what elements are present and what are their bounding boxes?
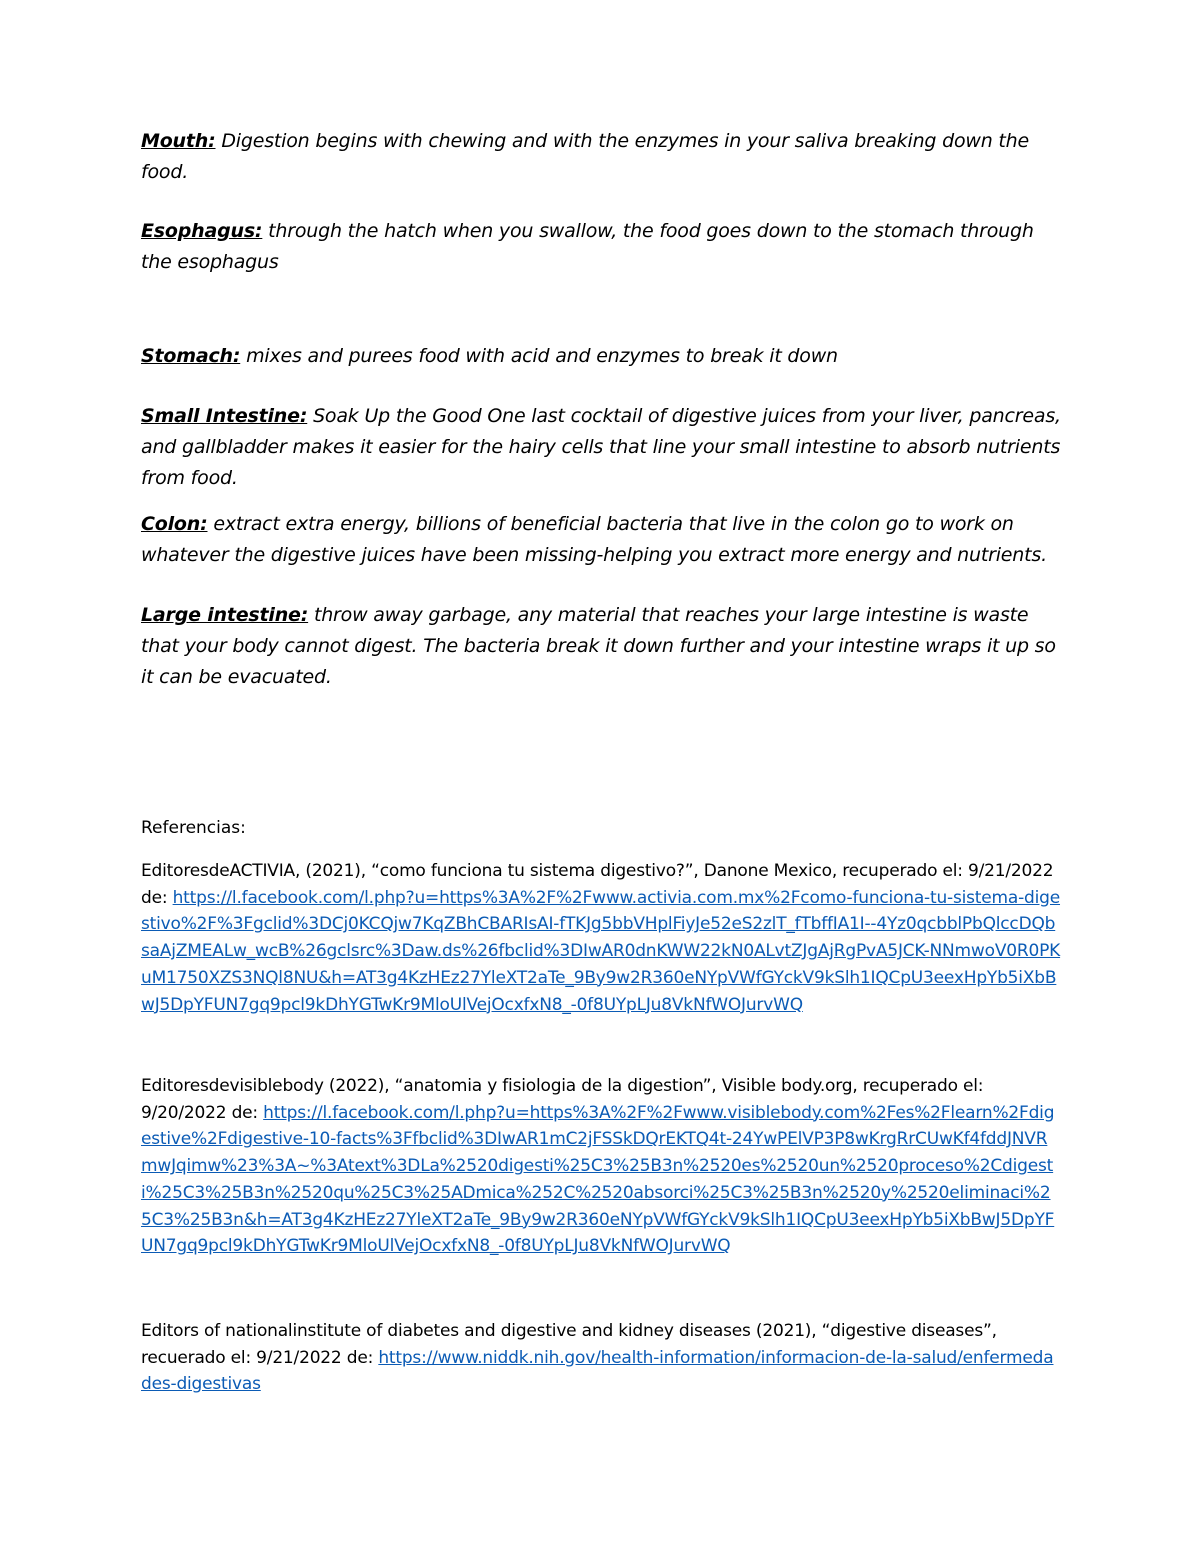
reference-text: Editoresdevisiblebody (2022), “anatomia y fisiologia de la digestion”, Visible body.org, recuperado el: 9/20/2022 de: <box>141 1076 984 1123</box>
entry-term: Large intestine: <box>141 604 309 626</box>
reference-item <box>141 858 1061 1018</box>
reference-item <box>141 1073 1061 1260</box>
entry-text: through the hatch when you swallow, the food goes down to the stomach through the esophagus <box>141 220 1034 273</box>
entry-text: mixes and purees food with acid and enzymes to break it down <box>240 345 838 367</box>
entry-text: Digestion begins with chewing and with the enzymes in your saliva breaking down the food. <box>141 130 1029 183</box>
reference-link[interactable]: https://l.facebook.com/l.php?u=https%3A%2F%2Fwww.activia.com.mx%2Fcomo-funciona-tu-sistema-digestivo%2F%3Fgclid%3DCj0KCQjw7KqZBhCBARIsAI-fTKJg5bbVHplFiyJe52eS2zlT_fTbffIA1I--4Yz0qcbblPbQlccDQbsaAjZMEALw_wcB%26gclsrc%3Daw.ds%26fbclid%3DIwAR0dnKWW22kN0ALvtZJgAjRgPvA5JCK-NNmwoV0R0PKuM1750XZS3NQl8NU&h=AT3g4KzHEz27YleXT2aTe_9By9w2R360eNYpVWfGYckV9kSlh1IQCpU3eexHpYb5iXbBwJ5DpYFUN7gq9pcl9kDhYGTwKr9MloUlVejOcxfxN8_-0f8UYpLJu8VkNfWOJurvWQ <box>141 887 1061 1015</box>
entry-esophagus <box>141 216 1061 278</box>
reference-link[interactable]: https://www.niddk.nih.gov/health-information/informacion-de-la-salud/enfermedades-digestivas <box>141 1347 1054 1395</box>
entry-large-intestine <box>141 600 1061 693</box>
entry-term: Stomach: <box>141 345 241 367</box>
entry-text: extract extra energy, billions of beneficial bacteria that live in the colon go to work on whatever the digestive juices have been missing-helping you extract more energy and nutrients. <box>141 513 1047 566</box>
entry-term: Esophagus: <box>141 220 263 242</box>
references-heading: Referencias: <box>141 818 246 838</box>
reference-text: EditoresdeACTIVIA, (2021), “como funciona tu sistema digestivo?”, Danone Mexico, recuperado el: 9/21/2022 de: <box>141 861 1054 908</box>
entry-text: Soak Up the Good One last cocktail of digestive juices from your liver, pancreas, and gallbladder makes it easier for the hairy cells that line your small intestine to absorb nutrients from food. <box>141 405 1061 489</box>
entry-colon <box>141 509 1061 571</box>
entry-text: throw away garbage, any material that reaches your large intestine is waste that your body cannot digest. The bacteria break it down further and your intestine wraps it up so it can be evacuated. <box>141 604 1056 688</box>
reference-link[interactable]: https://l.facebook.com/l.php?u=https%3A%2F%2Fwww.visiblebody.com%2Fes%2Flearn%2Fdigestive%2Fdigestive-10-facts%3Ffbclid%3DIwAR1mC2jFSSkDQrEKTQ4t-24YwPElVP3P8wKrgRrCUwKf4fddJNVRmwJqimw%23%3A~%3Atext%3DLa%2520digesti%25C3%25B3n%2520es%2520un%2520proceso%2Cdigesti%25C3%25B3n%2520qu%25C3%25ADmica%252C%2520absorci%25C3%25B3n%2520y%2520eliminaci%25C3%25B3n&h=AT3g4KzHEz27YleXT2aTe_9By9w2R360eNYpVWfGYckV9kSlh1IQCpU3eexHpYb5iXbBwJ5DpYFUN7gq9pcl9kDhYGTwKr9MloUlVejOcxfxN8_-0f8UYpLJu8VkNfWOJurvWQ <box>141 1102 1055 1257</box>
entry-term: Small Intestine: <box>141 405 308 427</box>
entry-term: Colon: <box>141 513 208 535</box>
reference-item <box>141 1318 1061 1398</box>
entry-small-intestine <box>141 401 1061 494</box>
entry-mouth <box>141 126 1061 188</box>
reference-text: Editors of nationalinstitute of diabetes and digestive and kidney diseases (2021), “digestive diseases”, recuerado el: 9/21/2022 de: <box>141 1321 997 1368</box>
entry-stomach <box>141 341 1061 372</box>
entry-term: Mouth: <box>141 130 216 152</box>
